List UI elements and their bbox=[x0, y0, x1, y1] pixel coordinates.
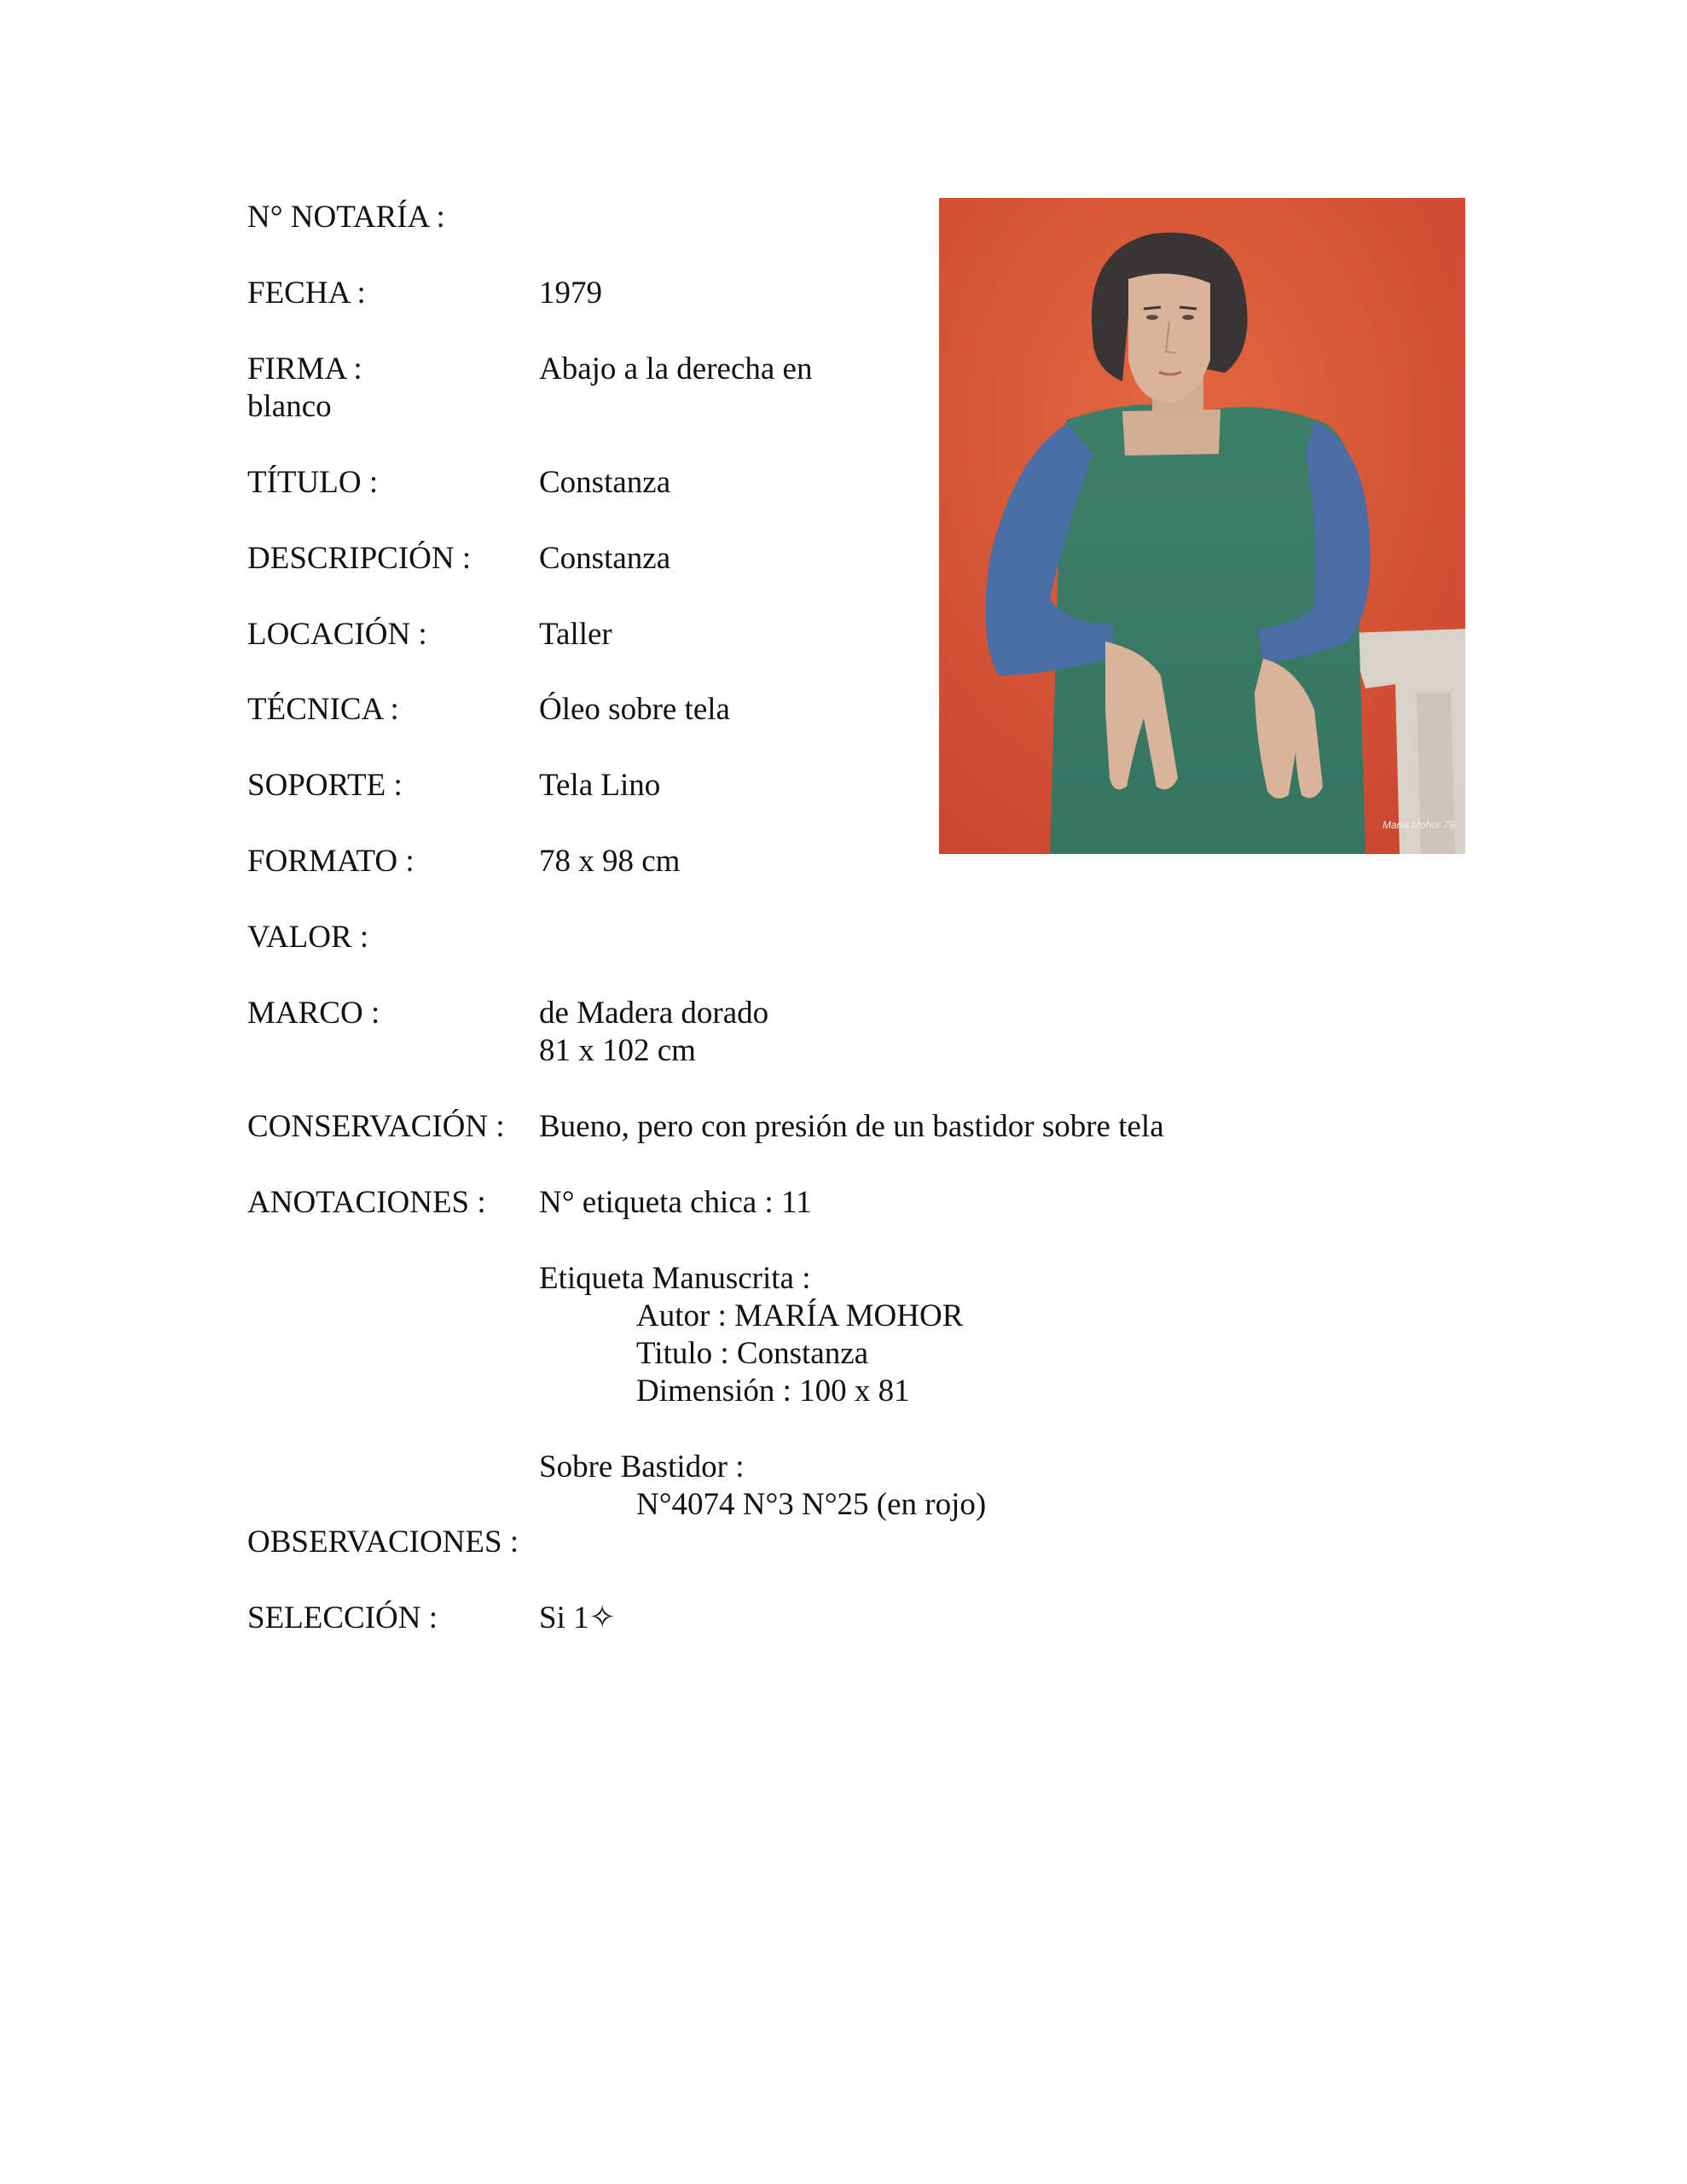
conservacion-value: Bueno, pero con presión de un bastidor sobre tela bbox=[539, 1109, 1164, 1144]
firma-value-wrap: blanco bbox=[247, 389, 332, 424]
bastidor-numeros: N°4074 N°3 N°25 (en rojo) bbox=[636, 1487, 987, 1522]
formato-value: 78 x 98 cm bbox=[539, 844, 681, 879]
descripcion-value: Constanza bbox=[539, 541, 671, 576]
painting-image bbox=[939, 198, 1465, 854]
fecha-label: FECHA : bbox=[247, 276, 366, 311]
formato-label: FORMATO : bbox=[247, 844, 415, 879]
conservacion-label: CONSERVACIÓN : bbox=[247, 1109, 505, 1144]
locacion-value: Taller bbox=[539, 617, 612, 652]
fecha-value: 1979 bbox=[539, 276, 602, 311]
soporte-label: SOPORTE : bbox=[247, 768, 403, 803]
observaciones-label: OBSERVACIONES : bbox=[247, 1525, 519, 1560]
anotaciones-label: ANOTACIONES : bbox=[247, 1185, 486, 1220]
titulo-value: Constanza bbox=[539, 465, 671, 500]
marco-value-line1: de Madera dorado bbox=[539, 996, 769, 1031]
titulo-label: TÍTULO : bbox=[247, 465, 379, 500]
firma-label: FIRMA : bbox=[247, 351, 362, 386]
tecnica-label: TÉCNICA : bbox=[247, 692, 399, 727]
notaria-label: N° NOTARÍA : bbox=[247, 200, 445, 235]
marco-label: MARCO : bbox=[247, 996, 380, 1031]
soporte-value: Tela Lino bbox=[539, 768, 661, 803]
etiqueta-dimension: Dimensión : 100 x 81 bbox=[636, 1374, 910, 1409]
etiqueta-chica: N° etiqueta chica : 11 bbox=[539, 1185, 812, 1220]
marco-value-line2: 81 x 102 cm bbox=[539, 1033, 696, 1068]
seleccion-label: SELECCIÓN : bbox=[247, 1600, 438, 1635]
valor-label: VALOR : bbox=[247, 920, 369, 955]
sobre-bastidor: Sobre Bastidor : bbox=[539, 1449, 745, 1484]
tecnica-value: Óleo sobre tela bbox=[539, 692, 730, 727]
painting-signature: María Mohor 79 bbox=[1383, 819, 1455, 831]
locacion-label: LOCACIÓN : bbox=[247, 617, 427, 652]
descripcion-label: DESCRIPCIÓN : bbox=[247, 541, 472, 576]
etiqueta-manuscrita: Etiqueta Manuscrita : bbox=[539, 1261, 811, 1296]
seleccion-value: Si 1✧ bbox=[539, 1600, 616, 1635]
etiqueta-autor: Autor : MARÍA MOHOR bbox=[636, 1298, 964, 1333]
firma-value: Abajo a la derecha en bbox=[539, 351, 813, 386]
etiqueta-titulo: Titulo : Constanza bbox=[636, 1336, 869, 1371]
